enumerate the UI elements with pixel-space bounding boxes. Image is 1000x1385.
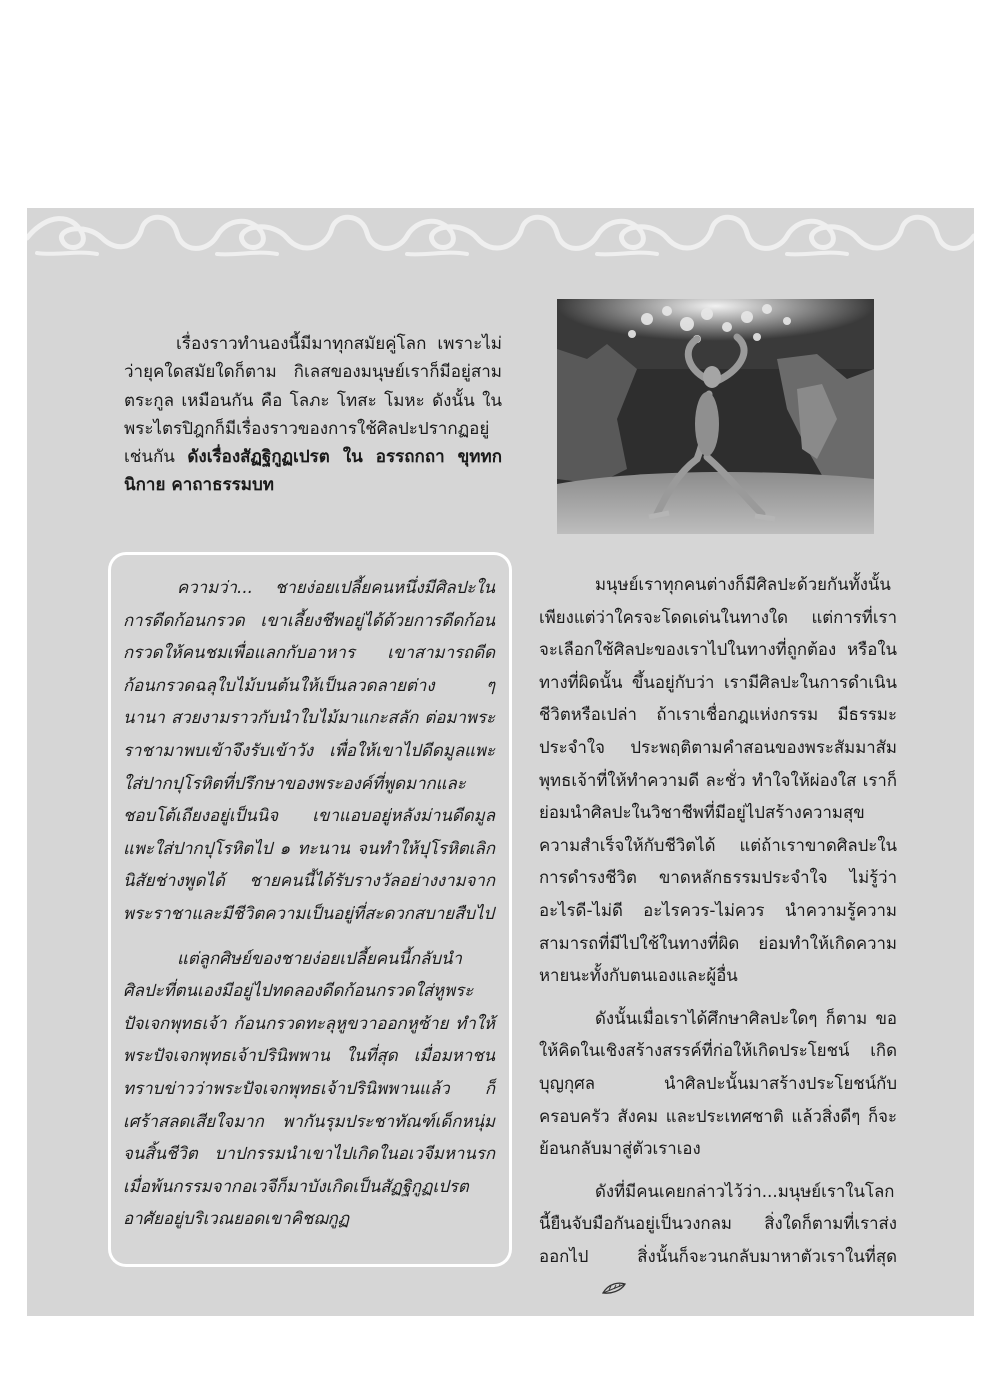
right-paragraph-2: ดังนั้นเมื่อเราได้ศึกษาศิลปะใดๆ ก็ตาม ขอให้คิดในเชิงสร้างสรรค์ที่ก่อให้เกิดประโยชน์ เกิดบุญกุศล นำศิลปะนั้นมาสร้างประโยชน์กับครอบครัว สังคม และประเทศชาติ แล้วสิ่งดีๆ ก็จะย้อนกลับมาสู่ตัวเราเอง bbox=[539, 1007, 897, 1159]
closing-text: ดังที่มีคนเคยกล่าวไว้ว่า...มนุษย์เราในโลกนี้ยืนจับมือกันอยู่เป็นวงกลม สิ่งใดก็ตามที่เราส่งออกไป สิ่งนั้นก็จะวนกลับมาหาตัวเราในที่สุด bbox=[539, 1180, 897, 1266]
intro-paragraph bbox=[124, 330, 502, 500]
right-paragraph-1: มนุษย์เราทุกคนต่างก็มีศิลปะด้วยกันทั้งนั้น เพียงแต่ว่าใครจะโดดเด่นในทางใด แต่การที่เราจะเลือกใช้ศิลปะของเราไปในทางที่ถูกต้อง หรือในทางที่ผิดนั้น ขึ้นอยู่กับว่า เรามีศิลปะในการดำเนินชีวิตหรือเปล่า ถ้าเราเชื่อกฎแห่งกรรม มีธรรมะประจำใจ ประพฤติตามคำสอนของพระสัมมาสัมพุทธเจ้าที่ให้ทำความดี ละชั่ว ทำใจให้ผ่องใส เราก็ย่อมนำศิลปะในวิชาชีพที่มีอยู่ไปสร้างความสุขความสำเร็จให้กับชีวิตได้ แต่ถ้าเราขาดศิลปะในการดำรงชีวิต ขาดหลักธรรมประจำใจ ไม่รู้ว่าอะไรดี-ไม่ดี อะไรควร-ไม่ควร นำความรู้ความสามารถที่มีไปใช้ในทางที่ผิด ย่อมทำให้เกิดความหายนะทั้งกับตนเองและผู้อื่น bbox=[539, 574, 897, 986]
story-quote-inner bbox=[111, 555, 509, 1264]
decorative-swirl-border bbox=[27, 208, 974, 260]
right-paragraph-3 bbox=[539, 1175, 897, 1306]
right-column bbox=[539, 568, 897, 1316]
intro-text: เรื่องราวทำนองนี้มีมาทุกสมัยคู่โลก เพราะไม่ว่ายุคใดสมัยใดก็ตาม กิเลสของมนุษย์เราก็มีอยู่สามตระกูล เหมือนกัน คือ โลภะ โทสะ โมหะ ดังนั้น ในพระไตรปิฎกก็มีเรื่องราวของการใช้ศิลปะปรากฏอยู่เช่นกัน bbox=[124, 334, 502, 468]
story-paragraph-2: แต่ลูกศิษย์ของชายง่อยเปลี้ยคนนี้กลับนำศิลปะที่ตนเองมีอยู่ไปทดลองดีดก้อนกรวดใส่หูพระปัจเจกพุทธเจ้า ก้อนกรวดทะลุหูขวาออกหูซ้าย ทำให้พระปัจเจกพุทธเจ้าปรินิพพาน ในที่สุด เมื่อมหาชนทราบข่าวว่าพระปัจเจกพุทธเจ้าปรินิพพานแล้ว ก็เศร้าสลดเสียใจมาก พากันรุมประชาทัณฑ์เด็กหนุ่มจนสิ้นชีวิต บาปกรรมนำเขาไปเกิดในอเวจีมหานรก เมื่อพ้นกรรมจากอเวจีก็มาบังเกิดเป็นสัฏฐิกูฏเปรต อาศัยอยู่บริเวณยอดเขาคิชฌกูฏ bbox=[123, 947, 495, 1229]
story-paragraph-1: ความว่า... ชายง่อยเปลี้ยคนหนึ่งมีศิลปะในการดีดก้อนกรวด เขาเลี้ยงชีพอยู่ได้ด้วยการดีดก้อนกรวดให้คนชมเพื่อแลกกับอาหาร เขาสามารถดีดก้อนกรวดฉลุใบไม้บนต้นให้เป็นลวดลายต่าง ๆ นานา สวยงามราวกับนำใบไม้มาแกะสลัก ต่อมาพระราชามาพบเข้าจึงรับเข้าวัง เพื่อให้เขาไปดีดมูลแพะใส่ปากปุโรหิตที่ปรึกษาของพระองค์ที่พูดมากและชอบโต้เถียงอยู่เป็นนิจ เขาแอบอยู่หลังม่านดีดมูลแพะใส่ปากปุโรหิตไป ๑ ทะนาน จนทำให้ปุโรหิตเลิกนิสัยช่างพูดได้ ชายคนนี้ได้รับรางวัลอย่างงามจากพระราชาและมีชีวิตความเป็นอยู่ที่สะดวกสบายสืบไป bbox=[123, 577, 495, 923]
intro-paragraph-block bbox=[124, 330, 502, 500]
dancing-ghost-image bbox=[557, 299, 874, 534]
story-quote-box bbox=[108, 552, 512, 1267]
intro-bold-reference: ดังเรื่องสัฏฐิกูฏเปรต ใน อรรถกถา ขุททกนิกาย คาถาธรรมบท bbox=[124, 447, 503, 496]
leaf-end-icon bbox=[545, 1273, 627, 1306]
